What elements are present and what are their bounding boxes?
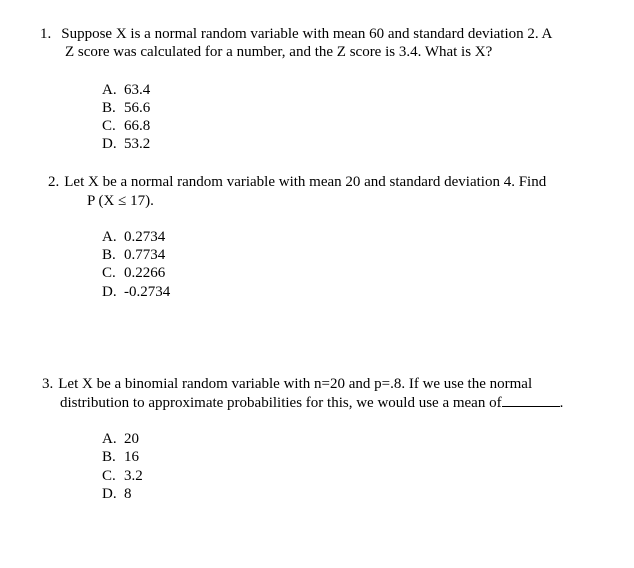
question-3-choice-a [102,430,139,448]
question-2-choice-b [102,246,165,264]
question-3-line-2-end: . [559,395,564,411]
question-2-choice-a [102,228,165,246]
choice-letter: C. [102,468,116,484]
question-3-text-line-2: distribution to approximate probabilities for this, we would use a mean of [60,395,502,411]
choice-letter: D. [102,284,117,300]
question-1-choice-d [102,135,150,153]
question-2-number: 2. [48,174,60,190]
question-2-choice-c [102,264,165,282]
choice-letter: A. [102,229,117,245]
choice-letter: A. [102,431,117,447]
question-3-line-2 [60,394,563,412]
choice-text: 20 [124,431,139,447]
choice-letter: D. [102,136,117,152]
question-3-line-1 [42,375,532,393]
question-3-text-line-1: Let X be a binomial random variable with n=20 and p=.8. If we use the normal [58,376,533,392]
choice-letter: C. [102,118,116,134]
choice-text: 63.4 [124,82,151,98]
choice-letter: D. [102,486,117,502]
question-2-text-line-1: Let X be a normal random variable with mean 20 and standard deviation 4. Find [64,174,547,190]
answer-blank [502,394,560,407]
question-2-choice-d [102,283,170,301]
question-3-number: 3. [42,376,54,392]
question-1-line-1 [40,25,552,43]
question-1-choice-b [102,99,150,117]
choice-text: 56.6 [124,100,151,116]
choice-text: 0.2734 [124,229,166,245]
choice-text: 0.7734 [124,247,166,263]
choice-letter: A. [102,82,117,98]
question-3-choice-c [102,467,143,485]
question-1-choice-c [102,117,150,135]
question-1-number: 1. [40,26,52,42]
choice-text: 16 [124,449,139,465]
choice-text: -0.2734 [124,284,171,300]
question-1-text-line-1: Suppose X is a normal random variable with mean 60 and standard deviation 2. A [61,26,553,42]
choice-text: 66.8 [124,118,151,134]
choice-text: 0.2266 [124,265,166,281]
choice-text: 3.2 [124,468,143,484]
question-3-choice-b [102,448,139,466]
question-2-text-line-2: P (X ≤ 17). [87,193,154,209]
choice-letter: B. [102,247,116,263]
choice-letter: B. [102,449,116,465]
choice-letter: C. [102,265,116,281]
question-1-text-line-2: Z score was calculated for a number, and the Z score is 3.4. What is X? [65,44,493,60]
choice-text: 8 [124,486,132,502]
choice-text: 53.2 [124,136,151,152]
question-1-choice-a [102,81,150,99]
question-2-line-1 [48,173,546,191]
choice-letter: B. [102,100,116,116]
question-3-choice-d [102,485,132,503]
